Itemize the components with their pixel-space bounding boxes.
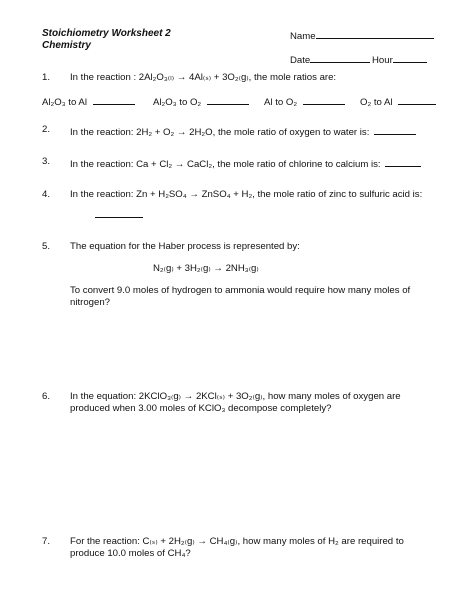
answer-blank[interactable] <box>398 94 436 105</box>
ratio-label: Al₂O₃ to O₂ <box>153 97 202 108</box>
answer-blank[interactable] <box>207 94 249 105</box>
hour-blank[interactable] <box>393 52 427 63</box>
question-6-number: 6. <box>42 391 51 402</box>
question-7-text: For the reaction: C₍ₛ₎ + 2H₂₍g₎ → CH₄₍g₎, how many moles of H₂ are required to produce 10.0 moles of CH₄? <box>70 536 404 559</box>
hour-label: Hour <box>372 55 393 66</box>
date-label: Date <box>290 55 311 66</box>
question-4-answer-blank[interactable] <box>95 207 143 222</box>
question-4-text: In the reaction: Zn + H₂SO₄ → ZnSO₄ + H₂, the mole ratio of zinc to sulfuric acid is: <box>70 189 423 200</box>
ratio-al2o3-o2 <box>153 94 249 109</box>
ratio-o2-al <box>360 94 436 109</box>
worksheet-title: Stoichiometry Worksheet 2 <box>42 28 171 39</box>
answer-blank[interactable] <box>374 124 416 135</box>
date-field[interactable] <box>290 52 370 67</box>
question-5-text: The equation for the Haber process is represented by: <box>70 241 300 252</box>
ratio-al2o3-al <box>42 94 135 109</box>
question-2-number: 2. <box>42 124 51 135</box>
ratio-label: Al₂O₃ to Al <box>42 97 87 108</box>
question-2-text: In the reaction: 2H₂ + O₂ → 2H₂O, the mole ratio of oxygen to water is: <box>70 127 370 138</box>
name-field[interactable] <box>290 28 434 43</box>
date-blank[interactable] <box>310 52 370 63</box>
ratio-label: Al to O₂ <box>264 97 298 108</box>
question-1-number: 1. <box>42 72 51 83</box>
question-1-text: In the reaction : 2Al₂O₃₍ₗ₎ → 4Al₍ₛ₎ + 3O₂₍g₎, the mole ratios are: <box>70 72 337 83</box>
question-5-followup: To convert 9.0 moles of hydrogen to ammonia would require how many moles of nitrogen? <box>70 285 411 308</box>
ratio-label: O₂ to Al <box>360 97 393 108</box>
question-5-number: 5. <box>42 241 51 252</box>
question-4-number: 4. <box>42 189 51 200</box>
answer-blank[interactable] <box>93 94 135 105</box>
ratio-al-o2 <box>264 94 345 109</box>
question-3 <box>70 156 421 171</box>
name-blank[interactable] <box>316 28 434 39</box>
answer-blank[interactable] <box>385 156 421 167</box>
hour-field[interactable] <box>372 52 427 67</box>
question-6-text: In the equation: 2KClO₃₍g₎ → 2KCl₍ₛ₎ + 3O₂₍g₎, how many moles of oxygen are produced when 3.00 moles of KClO₃ decompose completely? <box>70 391 401 414</box>
question-7-number: 7. <box>42 536 51 547</box>
answer-blank[interactable] <box>303 94 345 105</box>
haber-equation: N₂₍g₎ + 3H₂₍g₎ → 2NH₃₍g₎ <box>153 263 259 274</box>
question-3-text: In the reaction: Ca + Cl₂ → CaCl₂, the mole ratio of chlorine to calcium is: <box>70 159 381 170</box>
name-label: Name <box>290 31 316 42</box>
worksheet-subtitle: Chemistry <box>42 40 91 51</box>
question-2 <box>70 124 416 139</box>
question-3-number: 3. <box>42 156 51 167</box>
